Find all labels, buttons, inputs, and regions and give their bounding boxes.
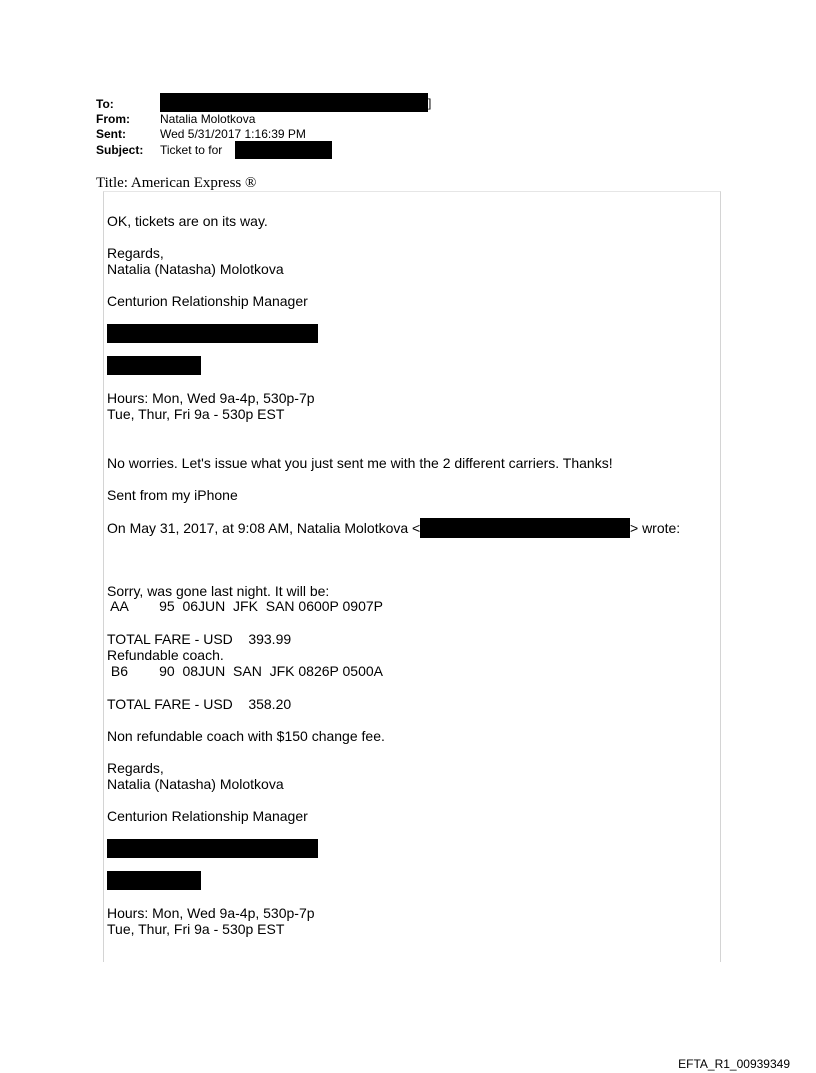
body-line: Refundable coach.: [107, 647, 224, 663]
body-line: Natalia (Natasha) Molotkova: [107, 261, 284, 277]
fare-line: TOTAL FARE - USD 358.20: [107, 696, 292, 712]
body-line: On May 31, 2017, at 9:08 AM, Natalia Molotkova <: [107, 520, 421, 536]
document-id: EFTA_R1_00939349: [678, 1057, 790, 1071]
body-line: Tue, Thur, Fri 9a - 530p EST: [107, 921, 285, 937]
body-line: Hours: Mon, Wed 9a-4p, 530p-7p: [107, 390, 315, 406]
redacted-subject: [235, 141, 332, 159]
body-line: Centurion Relationship Manager: [107, 808, 308, 824]
subject-label: Subject:: [96, 143, 144, 157]
redacted-contact: [107, 839, 318, 858]
body-line: Non refundable coach with $150 change fee.: [107, 728, 385, 744]
from-label: From:: [96, 112, 130, 126]
redacted-recipient: [160, 93, 428, 112]
sent-value: Wed 5/31/2017 1:16:39 PM: [160, 127, 306, 141]
body-line: Hours: Mon, Wed 9a-4p, 530p-7p: [107, 905, 315, 921]
sent-label: Sent:: [96, 127, 126, 141]
flight-line: B6 90 08JUN SAN JFK 0826P 0500A: [107, 663, 384, 679]
message-title: Title: American Express ®: [96, 175, 257, 191]
fare-line: TOTAL FARE - USD 393.99: [107, 631, 292, 647]
body-line: OK, tickets are on its way.: [107, 213, 268, 229]
body-line: Tue, Thur, Fri 9a - 530p EST: [107, 406, 285, 422]
body-line: Natalia (Natasha) Molotkova: [107, 776, 284, 792]
redacted-contact: [107, 356, 201, 375]
flight-line: AA 95 06JUN JFK SAN 0600P 0907P: [107, 598, 384, 614]
redacted-email-address: [420, 518, 630, 538]
body-line: Regards,: [107, 760, 164, 776]
to-label: To:: [96, 97, 114, 111]
body-line: Regards,: [107, 245, 164, 261]
body-line: Sent from my iPhone: [107, 487, 238, 503]
subject-value: Ticket to for: [160, 143, 223, 157]
body-line: Sorry, was gone last night. It will be:: [107, 583, 330, 599]
body-line: > wrote:: [630, 520, 681, 536]
redacted-contact: [107, 324, 318, 343]
body-line: No worries. Let's issue what you just sent me with the 2 different carriers. Thanks!: [107, 455, 613, 471]
from-value: Natalia Molotkova: [160, 112, 256, 126]
body-line: Centurion Relationship Manager: [107, 293, 308, 309]
to-trailing-bracket: ]: [428, 96, 432, 110]
redacted-contact: [107, 871, 201, 890]
